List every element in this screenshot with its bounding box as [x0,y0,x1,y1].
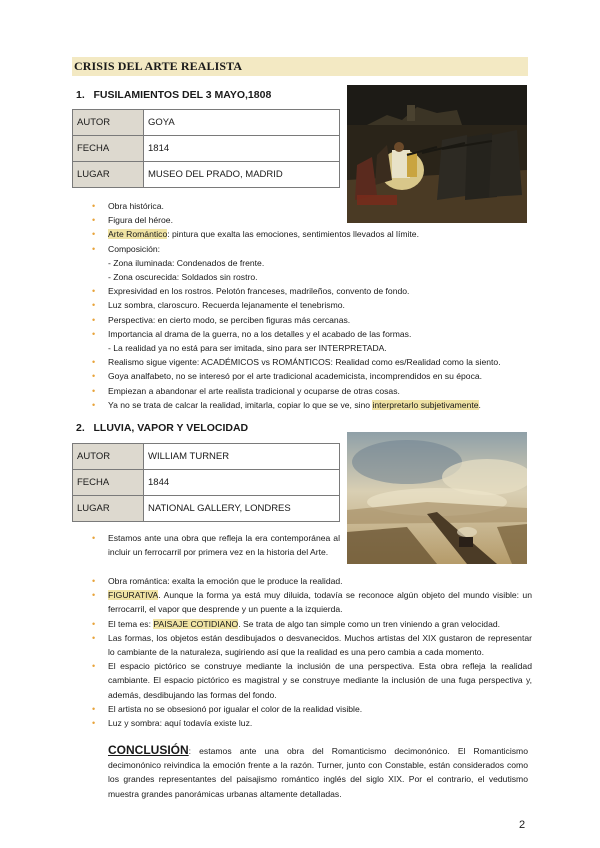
section-2-info-table [72,443,340,522]
painting-lluvia-image [347,432,527,564]
list-item: • Expresividad en los rostros. Pelotón franceses, madrileños, convento de fondo. [92,284,532,298]
document-title-bar [72,57,528,76]
document-title: CRISIS DEL ARTE REALISTA [74,59,243,73]
list-item: • Empiezan a abandonar el arte realista tradicional y ocuparse de otras cosas. [92,384,532,398]
list-item: • Luz y sombra: aquí todavía existe luz. [92,716,532,730]
list-item: • Importancia al drama de la guerra, no a los detalles y el acabado de las formas. - La realidad ya no está para ser imitada, sino para ser INTERPRETADA. [92,327,532,355]
section-2-bullet-list [92,574,532,730]
painting-lluvia-vapor-velocidad [347,432,527,564]
list-item: • Arte Romántico: pintura que exalta las emociones, sentimientos llevados al límite. [92,227,532,241]
table-value: WILLIAM TURNER [144,444,340,470]
conclusion-label: CONCLUSIÓN [108,743,189,757]
list-item: • Perspectiva: en cierto modo, se perciben figuras más cercanas. [92,313,532,327]
section-1-bullet-list [92,199,532,412]
section-2-bullet-list-narrow [92,531,340,559]
list-item: • Goya analfabeto, no se interesó por el arte tradicional academicista, incomprendidos en su época. [92,369,532,383]
table-value: NATIONAL GALLERY, LONDRES [144,496,340,522]
list-item: • Las formas, los objetos están desdibujados o desvanecidos. Muchos artistas del XIX gustaron de representar lo cambiante de la naturaleza, sugiriendo así que la realidad es una pero cambia a cada momento. [92,631,532,659]
table-value: MUSEO DEL PRADO, MADRID [144,162,340,188]
table-row [73,162,340,188]
list-item: • El espacio pictórico se construye mediante la inclusión de una perspectiva. Esta obra refleja la realidad cambiante. El espacio pictórico es magistral y se construye mediante la inclusión de una fuga perspectiva y, además, desdibujando las formas del fondo. [92,659,532,702]
list-item: • Figura del héroe. [92,213,532,227]
table-key: FECHA [73,136,144,162]
table-key: LUGAR [73,162,144,188]
page-number: 2 [519,819,526,831]
section-2-heading: 2. LLUVIA, VAPOR Y VELOCIDAD [76,422,249,434]
highlight: interpretarlo subjetivamente [372,399,479,410]
conclusion-text: : estamos ante una obra del Romanticismo decimonónico. El Romanticismo decimonónico reivindica la emoción frente a la razón. Turner, junto con Constable, están considerados como los grandes representantes del paisajismo romántico inglés del siglo XIX. Por el contrario, el vedutismo muestra grandes panorámicas urbanas altamente detalladas. [108,746,528,799]
list-item: • Composición: - Zona iluminada: Condenados de frente. - Zona oscurecida: Soldados sin rostro. [92,242,532,285]
list-item: • Luz sombra, claroscuro. Recuerda lejanamente el tenebrismo. [92,298,532,312]
table-row [73,496,340,522]
conclusion-paragraph [108,743,528,801]
list-item: • Realismo sigue vigente: ACADÉMICOS vs ROMÁNTICOS: Realidad como es/Realidad como la siento. [92,355,532,369]
table-row [73,470,340,496]
list-item: • Obra histórica. [92,199,532,213]
table-key: FECHA [73,470,144,496]
table-value: 1844 [144,470,340,496]
list-item: • Ya no se trata de calcar la realidad, imitarla, copiar lo que se ve, sino interpretarlo subjetivamente. [92,398,532,412]
list-item: • Obra romántica: exalta la emoción que le produce la realidad. [92,574,532,588]
highlight: PAISAJE COTIDIANO [153,618,239,629]
section-1-heading: 1. FUSILAMIENTOS DEL 3 MAYO,1808 [76,89,272,101]
table-row [73,110,340,136]
section-1-info-table [72,109,340,188]
table-key: LUGAR [73,496,144,522]
highlight: FIGURATIVA [108,590,159,601]
table-value: 1814 [144,136,340,162]
list-item: • El artista no se obsesionó por igualar el color de la realidad visible. [92,702,532,716]
table-value: GOYA [144,110,340,136]
table-key: AUTOR [73,110,144,136]
table-row [73,136,340,162]
table-row [73,444,340,470]
table-key: AUTOR [73,444,144,470]
list-item: • El tema es: PAISAJE COTIDIANO. Se trata de algo tan simple como un tren viniendo a gran velocidad. [92,617,532,631]
list-item: • Estamos ante una obra que refleja la era contemporánea al incluir un ferrocarril por primera vez en la historia del Arte. [92,531,340,559]
list-item: • FIGURATIVA. Aunque la forma ya está muy diluida, todavía se reconoce algún objeto del mundo visible: un ferrocarril, el vapor que desprende y un puente a la izquierda. [92,588,532,616]
highlight: Arte Romántico [108,229,168,240]
